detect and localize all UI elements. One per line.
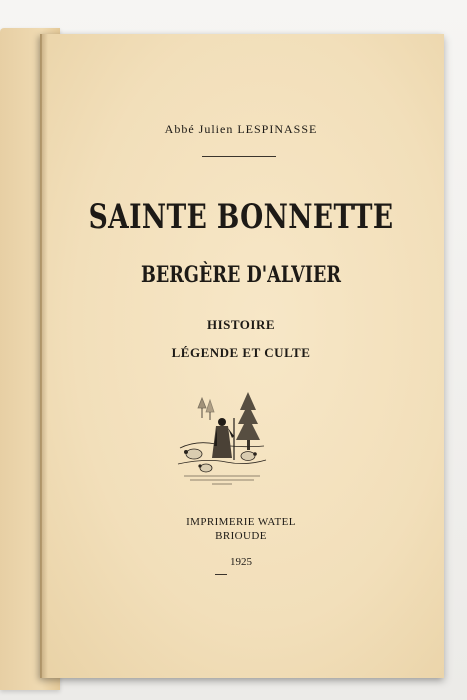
publication-year: 1925 bbox=[230, 556, 252, 568]
book-subtitle: BERGÈRE D'ALVIER bbox=[140, 262, 342, 288]
printer-name: IMPRIMERIE WATEL bbox=[186, 516, 296, 528]
year-divider bbox=[215, 574, 227, 575]
author-line: Abbé Julien LESPINASSE bbox=[164, 122, 318, 136]
section-line-legend: LÉGENDE ET CULTE bbox=[171, 345, 311, 360]
shepherdess-vignette-icon bbox=[176, 388, 268, 486]
author-divider bbox=[202, 156, 276, 157]
printer-city: BRIOUDE bbox=[215, 530, 267, 542]
book-title: SAINTE BONNETTE bbox=[88, 197, 394, 237]
section-line-history: HISTOIRE bbox=[206, 317, 276, 332]
